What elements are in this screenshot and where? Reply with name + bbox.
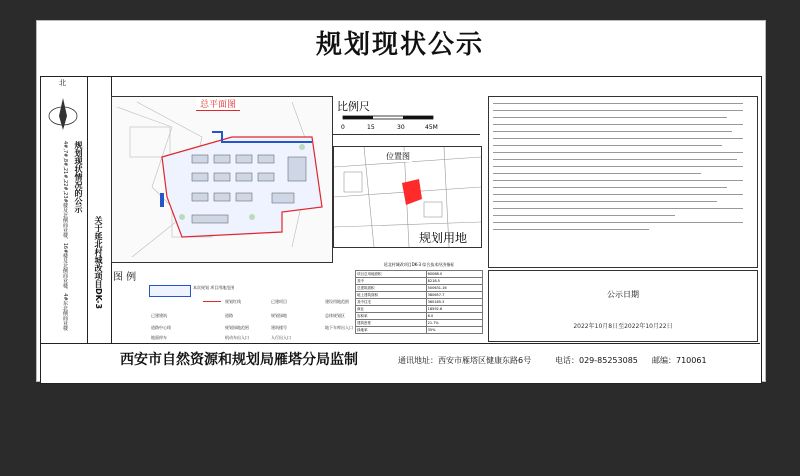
table-row	[356, 271, 483, 278]
table-row	[356, 292, 483, 299]
table-cell: 6.0	[426, 313, 482, 320]
scale-label: 比例尺	[337, 100, 370, 113]
table-cell: 380657.7	[426, 292, 482, 299]
table-cell: 容积率	[356, 313, 427, 320]
legend-item: 本次规划 项目用地范围	[193, 285, 235, 290]
left-column	[40, 76, 88, 343]
table-cell: 绿地率	[356, 327, 427, 334]
master-plan-label: 总平面图	[196, 97, 240, 111]
planning-land-label: 规划用地	[419, 231, 468, 245]
table-cell: 35%	[426, 327, 482, 334]
project-column	[87, 76, 112, 343]
legend-item: 已建项目	[271, 299, 287, 304]
scale-tick: 0	[341, 124, 345, 131]
footer-authority: 西安市自然资源和规划局雁塔分局监制	[120, 352, 358, 368]
legend-item: 人行出入口	[271, 335, 291, 340]
legend-item: 规划绿地	[271, 313, 287, 318]
scale-panel	[333, 96, 480, 135]
legend-panel	[111, 283, 361, 341]
table-cell: 其中住宅	[356, 299, 427, 306]
table-cell: 建筑密度	[356, 320, 427, 327]
notice-text	[489, 97, 757, 234]
page-title: 规划现状公示	[315, 30, 484, 60]
scale-tick: 30	[397, 124, 405, 131]
notice-date: 2022年10月8日至2022年10月22日	[573, 323, 673, 330]
table-cell: 21.7%	[426, 320, 482, 327]
notice-date-label: 公示日期	[607, 290, 639, 299]
master-plan-panel	[111, 96, 333, 263]
legend-item: 总体规划区	[325, 313, 345, 318]
table-cell: 其中	[356, 278, 427, 285]
table-cell: 8218.5	[426, 278, 482, 285]
notice-date-panel	[488, 270, 758, 342]
table-cell: 总建筑面积	[356, 285, 427, 292]
table-row	[356, 278, 483, 285]
north-arrow-icon	[40, 86, 87, 146]
footer-address: 通讯地址：西安市雁塔区健康东路6号	[398, 356, 532, 365]
footer-phone: 电话：029-85253085	[555, 356, 638, 365]
legend-item: 道路中心线	[151, 325, 171, 330]
title-vertical-2: 4#,7#,8#,21#,22#,23#楼及北侧商业楼、16#楼及北侧商业楼、4#东北侧商业楼	[62, 141, 68, 331]
table-row	[356, 320, 483, 327]
right-panels	[333, 96, 480, 246]
table-row	[356, 285, 483, 292]
location-map-panel	[333, 146, 482, 248]
legend-item: 道路	[225, 313, 233, 318]
table-cell: 18592.6	[426, 306, 482, 313]
master-plan-drawing	[112, 97, 332, 262]
tech-table-panel	[355, 262, 483, 340]
table-row	[356, 327, 483, 334]
table-cell: 360185.3	[426, 299, 482, 306]
legend-item: 规划绿地范围	[225, 325, 249, 330]
table-row	[356, 306, 483, 313]
location-label: 位置图	[386, 152, 410, 161]
legend-title: 图 例	[113, 272, 137, 283]
tech-table	[355, 270, 483, 334]
table-row	[356, 299, 483, 306]
legend-item: 规划红线	[225, 299, 241, 304]
table-cell: 60068.0	[426, 271, 482, 278]
legend-redline-swatch	[203, 301, 221, 302]
table-cell: 地上建筑面积	[356, 292, 427, 299]
legend-item: 地面停车	[151, 335, 167, 340]
legend-item: 机动车出入口	[225, 335, 249, 340]
north-label: 北	[59, 79, 66, 87]
notice-text-panel	[488, 96, 758, 268]
project-title-vertical: 关于延北村城改项目DK-3	[94, 216, 103, 310]
legend-item: 建筑楼号	[271, 325, 287, 330]
scale-tick: 45M	[425, 124, 438, 131]
table-cell: 500631.16	[426, 285, 482, 292]
title-vertical-1: 规划现状情况的公示	[74, 141, 83, 213]
scale-tick: 15	[367, 124, 375, 131]
tech-table-title: 延北村城改项目DK-3 综合技术经济指标	[383, 262, 455, 267]
legend-swatch-site	[149, 285, 191, 297]
legend-item: 已建建筑	[151, 313, 167, 318]
legend-item: 地下车库出入口	[325, 325, 353, 330]
table-cell: 项目总用地面积	[356, 271, 427, 278]
table-row	[356, 313, 483, 320]
table-cell: 商业	[356, 306, 427, 313]
footer-postcode: 邮编：710061	[652, 356, 707, 365]
legend-item: 建设用地范围	[325, 299, 349, 304]
